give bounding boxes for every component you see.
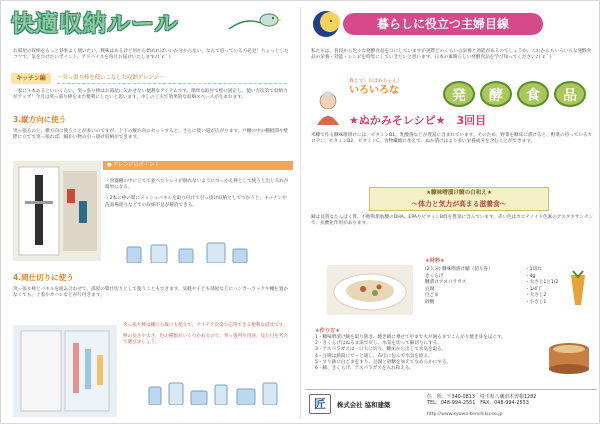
company-footer (305, 389, 597, 419)
ingredient-qty: ・大さじ1と1/2 (525, 280, 559, 286)
storage-intro: お部屋の収納をもっと効率よく使いたい。興味はあるけど何から始めればいいか分からない。なんて思っている方必見！ちょっとしたコツで、気をつけたいポイント、アドバイスを毎月お届けいたします♪(´ε｀) (13, 49, 289, 61)
ingredient-qty: ・大さじ2 (525, 293, 547, 299)
storage-tips (123, 323, 291, 352)
ingredient-name: 豆腐 (425, 286, 435, 292)
list-item: 1・糠味噌漬け鯖を取り除き、焼き網に乗せて中まで火が通るまでこんがり焼き身をほぐす。 (315, 335, 506, 340)
recipe-name: ★糠味噌漬け鯖の白和え★ (426, 190, 492, 196)
storage-paragraph-1: 一家に１本あるといいくらい、突っ張り棒はお部屋に欠かせない便利なアイテムです。簡単な取付で壁に固定し、使い方次第で収納力がアップ！今月は突っ張り棒をまた便利にしたいと思います。少しの工夫で効果的な収納スペースが生まれます。 (13, 89, 288, 101)
bird-illustration (225, 9, 285, 35)
steps-header: ★作り方★ (315, 328, 340, 334)
moon-face-icon (311, 9, 341, 39)
ingredient-qty: ・4g (525, 273, 536, 279)
storage-paragraph-2: 突っ張るのと、横方向に使うことが多いのですが、上下の縦方向にセットすると、さらに使い道が広がります。戸棚の中の棚板間や壁際に立てて突っ張れば、細かい物の引っ掛け収納ができます。 (13, 129, 289, 141)
ingredient-name: (2人分) 糠味噌漬け鯖（切り身） (425, 267, 493, 272)
list-item: ・食器棚の中に立てて並べたトレイが倒れないようにつっかえ棒として使うと出し入れが簡単になる。 (105, 179, 289, 191)
storage-rules-column (5, 5, 297, 421)
jars-illustration (123, 241, 253, 263)
recipe-tagline: 〜体力と気力が高まる滋養食〜 (411, 200, 507, 208)
list-item: 3・アスパラガスは一口大に切り、糠床から出して水気を取る。 (315, 347, 447, 353)
teach-big-text: いろいろな (349, 85, 399, 96)
company-url[interactable]: http://www.kyowa-kenchiku.co.jp (427, 412, 503, 417)
list-item: 2・きくらげはぬるま湯で戻し、水気を切って細切りにする。 (315, 341, 442, 347)
ingredient-qty: ・1/4丁 (525, 286, 542, 292)
list-item: 6・鯖、きくらげ、アスパラガスを入れ和える。 (315, 366, 415, 372)
ingredients-header: ★材料★ (425, 258, 445, 264)
teach-label (349, 77, 435, 97)
ingredient-qty: ・小さじ1 (525, 299, 547, 305)
storage-subtitle: 〜突っ張り棒を使いこなした収納アレンジ〜 (57, 73, 287, 84)
bottles-illustration (145, 381, 285, 405)
storage-title-text: 快適収納ルール (11, 11, 179, 37)
column-divider (300, 7, 301, 419)
fermented-food-label (443, 81, 593, 107)
recipe-body: 米糠で作る糠味噌漬けには、ビタミンB1、乳酸菌などが豊富に含まれています。そのため、野菜を糠床に漬けると、野菜の持っているカロテン、ビタミンB2、ビタミンC、食物繊維に加えて、ぬか漬けはより多い栄養成分を含むことができます。 (311, 133, 593, 145)
ingredient-name: 砂糖 (425, 299, 435, 305)
ingredient-name: 糠漬けアスパラガス (425, 280, 467, 286)
kitchen-badge: キッチン編 (11, 73, 51, 84)
list-item (425, 267, 565, 274)
ingredient-name: きくらげ (425, 273, 444, 279)
arrange-point-header: ● アレンジのポイント (103, 161, 293, 170)
bran-pot-illustration (545, 339, 593, 375)
storage-title (11, 9, 221, 39)
heading-vertical-use: 3.縦方向に使う (13, 115, 67, 124)
housewife-title: 暮らしに役立つ主婦目線 (343, 13, 543, 35)
housewife-intro: 私たちは、普段から色々な発酵食品を口にしていますが実際どのくらいの栄養と効能があるのでしょうか。これからもいろいろな発酵食品の栄養・効能・レシピを特集にしていきたいと思います。日本の素晴らしい発酵食品を学び知ってください♪(´ε｀) (311, 49, 592, 61)
list-item: ・2本の棒の間にメッシュパネルを取り付けて引っ掛け収納としてつかうと、キッチンや洗面場周りなどでの収納不足が解消できる。 (105, 196, 287, 208)
teach-small-text: 教えて！おばあちゃん！ (349, 79, 402, 84)
list-item: 5・すり鉢に白ごまをすり、豆腐と砂糖を加えてなめらかにする。 (315, 359, 452, 365)
recipe-banner (369, 187, 549, 211)
ingredient-name: 白ごま (425, 293, 439, 299)
company-name: 株式会社 協和建築 (337, 401, 391, 409)
fermented-char: 食 (517, 81, 549, 107)
company-contact (427, 394, 597, 407)
housewife-column (305, 5, 597, 421)
list-item (425, 293, 565, 300)
list-item (425, 300, 565, 307)
arrange-points-list (105, 179, 291, 214)
company-address: 住 所：〒340-0813 埼玉県八潮市木曽根1282 (427, 394, 537, 400)
recipe-title: ★ぬかみそレシピ★ 3回目 (349, 114, 487, 127)
storage-paragraph-3: 突っ張り棒とパネルを組み合わせて、部屋の間仕切りとして使うこともできます。気軽や子ども部屋などにハンガーラックや棚を置かなくても、上着やカバンなどが片付きます。 (13, 287, 289, 299)
recipe-body-2: 鯖は良質なたんぱく質、不飽和脂肪酸のDHA、EPAやビタミンB群を豊富に含んでいます。赤い色はカロテノイド色素のアスタキサンチンで、抗酸化作用があります。 (311, 215, 593, 227)
fermented-char: 酵 (480, 81, 512, 107)
ingredient-qty: ・1切れ (525, 267, 542, 272)
grandma-illustration (313, 91, 343, 125)
cabinet-door-photo (13, 161, 101, 261)
list-item (425, 280, 565, 287)
ingredients-list (425, 267, 565, 307)
list-item: 4・豆腐は熱湯にサッと通し、布巾に包んで水気を絞る。 (315, 353, 433, 359)
steps-list (315, 335, 541, 372)
company-logo: 匠 (309, 394, 331, 414)
fermented-char: 発 (443, 81, 475, 107)
vegetables-illustration (561, 269, 595, 309)
partition-photo (13, 325, 117, 417)
fermented-char: 品 (554, 81, 586, 107)
heading-partition-use: 4.間仕切りに使う (13, 273, 74, 282)
tip-text: 棒の長さや太さ、色の種類がいくつかあるので、突っ張所や用途、見た目を考えて選びましょう。 (123, 334, 289, 346)
company-phone: TEL：048-994-2551 FAX：048-994-2553 (427, 400, 529, 407)
dish-photo (327, 265, 413, 315)
tip-text: 突っ張り棒は棚にも縦にも使えて、アイデア次第で応用できる便利な道具です。 (123, 323, 288, 328)
